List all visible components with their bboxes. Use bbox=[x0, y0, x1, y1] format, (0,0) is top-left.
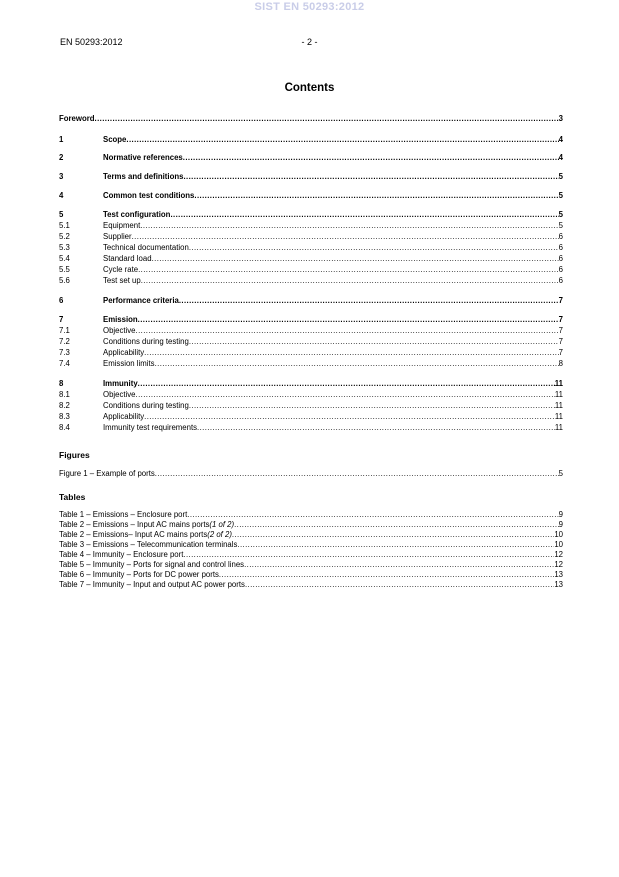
toc-title: Equipment bbox=[103, 221, 141, 230]
toc-title: Emission bbox=[103, 315, 138, 324]
table-page: 12 bbox=[554, 560, 563, 569]
toc-page: 5 bbox=[558, 210, 563, 219]
toc-leader bbox=[140, 221, 558, 231]
table-title: Table 5 – Immunity – Ports for signal and control lines bbox=[59, 560, 245, 569]
table-list-item[interactable] bbox=[59, 550, 563, 560]
table-title: Table 2 – Emissions– Input AC mains ports bbox=[59, 530, 208, 539]
toc-number: 8.3 bbox=[59, 412, 70, 421]
toc-number: 7.2 bbox=[59, 337, 70, 346]
toc-entry[interactable] bbox=[59, 153, 563, 163]
toc-number: 4 bbox=[59, 191, 64, 200]
toc-leader bbox=[189, 401, 555, 411]
table-page: 13 bbox=[554, 570, 563, 579]
toc-entry[interactable] bbox=[59, 135, 563, 145]
toc-leader bbox=[132, 232, 559, 242]
toc-title: Applicability bbox=[103, 412, 145, 421]
toc-page: 7 bbox=[558, 348, 563, 357]
toc-page: 4 bbox=[558, 135, 563, 144]
toc-entry[interactable] bbox=[59, 172, 563, 182]
toc-leader bbox=[194, 191, 558, 201]
toc-leader bbox=[141, 276, 559, 286]
toc-leader bbox=[183, 550, 554, 560]
toc-leader bbox=[187, 510, 558, 520]
toc-title: Immunity test requirements bbox=[103, 423, 198, 432]
toc-title: Technical documentation bbox=[103, 243, 189, 252]
toc-title: Conditions during testing bbox=[103, 401, 189, 410]
toc-number: 5.3 bbox=[59, 243, 70, 252]
toc-entry-label: Foreword bbox=[59, 114, 95, 123]
toc-subentry[interactable] bbox=[59, 359, 563, 369]
table-page: 12 bbox=[554, 550, 563, 559]
toc-subentry[interactable] bbox=[59, 276, 563, 286]
toc-page: 6 bbox=[558, 276, 563, 285]
toc-entry[interactable] bbox=[59, 296, 563, 306]
toc-title: Normative references bbox=[103, 153, 183, 162]
table-title: Table 1 – Emissions – Enclosure port bbox=[59, 510, 188, 519]
toc-leader bbox=[183, 172, 558, 182]
toc-subentry[interactable] bbox=[59, 326, 563, 336]
toc-page: 6 bbox=[558, 254, 563, 263]
table-title: Table 3 – Emissions – Telecommunication terminals bbox=[59, 540, 238, 549]
toc-title: Test configuration bbox=[103, 210, 171, 219]
toc-subentry[interactable] bbox=[59, 423, 563, 433]
toc-leader bbox=[155, 469, 559, 479]
toc-subentry[interactable] bbox=[59, 348, 563, 358]
toc-leader bbox=[189, 243, 559, 253]
toc-number: 7.3 bbox=[59, 348, 70, 357]
table-title: Table 7 – Immunity – Input and output AC power ports bbox=[59, 580, 245, 589]
toc-subentry[interactable] bbox=[59, 254, 563, 264]
toc-page: 5 bbox=[558, 191, 563, 200]
table-list-item[interactable] bbox=[59, 580, 563, 590]
table-list-item[interactable] bbox=[59, 540, 563, 550]
toc-number: 7 bbox=[59, 315, 64, 324]
figure-page: 5 bbox=[558, 469, 563, 478]
toc-leader bbox=[144, 348, 558, 358]
toc-page: 6 bbox=[558, 243, 563, 252]
toc-subentry[interactable] bbox=[59, 221, 563, 231]
watermark: SIST EN 50293:2012 bbox=[254, 1, 365, 13]
table-title: Table 6 – Immunity – Ports for DC power ports bbox=[59, 570, 219, 579]
page-number: - 2 - bbox=[301, 37, 318, 47]
toc-title: Supplier bbox=[103, 232, 132, 241]
toc-number: 7.1 bbox=[59, 326, 70, 335]
toc-number: 8.4 bbox=[59, 423, 70, 432]
toc-leader bbox=[183, 153, 559, 163]
table-page: 9 bbox=[558, 510, 563, 519]
toc-page: 11 bbox=[554, 379, 563, 388]
toc-number: 8 bbox=[59, 379, 64, 388]
toc-leader bbox=[155, 359, 559, 369]
toc-leader bbox=[126, 135, 558, 145]
toc-leader bbox=[136, 326, 559, 336]
toc-leader bbox=[232, 530, 554, 540]
table-title: Table 4 – Immunity – Enclosure port bbox=[59, 550, 184, 559]
toc-title: Cycle rate bbox=[103, 265, 139, 274]
toc-number: 5.6 bbox=[59, 276, 70, 285]
tables-heading: Tables bbox=[59, 492, 86, 502]
toc-entry[interactable] bbox=[59, 191, 563, 201]
toc-page: 7 bbox=[558, 326, 563, 335]
toc-leader bbox=[234, 520, 559, 530]
toc-title: Applicability bbox=[103, 348, 145, 357]
toc-number: 2 bbox=[59, 153, 64, 162]
figures-heading: Figures bbox=[59, 450, 90, 460]
toc-number: 8.1 bbox=[59, 390, 70, 399]
table-page: 9 bbox=[558, 520, 563, 529]
table-page: 10 bbox=[554, 530, 563, 539]
toc-leader bbox=[189, 337, 559, 347]
toc-number: 5.4 bbox=[59, 254, 70, 263]
toc-number: 5 bbox=[59, 210, 64, 219]
toc-leader bbox=[95, 114, 559, 124]
toc-subentry[interactable] bbox=[59, 232, 563, 242]
toc-subentry[interactable] bbox=[59, 390, 563, 400]
toc-page: 7 bbox=[558, 315, 563, 324]
toc-number: 1 bbox=[59, 135, 64, 144]
toc-title: Common test conditions bbox=[103, 191, 195, 200]
toc-leader bbox=[197, 423, 555, 433]
toc-leader bbox=[237, 540, 554, 550]
toc-title: Emission limits bbox=[103, 359, 155, 368]
table-title: Table 2 – Emissions – Input AC mains ports bbox=[59, 520, 210, 529]
toc-number: 7.4 bbox=[59, 359, 70, 368]
figure-list-item[interactable] bbox=[59, 469, 563, 479]
toc-title: Conditions during testing bbox=[103, 337, 189, 346]
toc-page: 6 bbox=[558, 265, 563, 274]
toc-leader bbox=[136, 390, 555, 400]
toc-entry[interactable] bbox=[59, 210, 563, 220]
toc-subentry[interactable] bbox=[59, 337, 563, 347]
table-title-part: (1 of 2) bbox=[209, 520, 235, 529]
table-list-item[interactable] bbox=[59, 560, 563, 570]
table-list-item[interactable] bbox=[59, 520, 563, 530]
toc-page: 11 bbox=[554, 423, 563, 432]
toc-entry[interactable] bbox=[59, 315, 563, 325]
toc-page: 11 bbox=[554, 412, 563, 421]
toc-page: 4 bbox=[558, 153, 563, 162]
figure-title: Figure 1 – Example of ports bbox=[59, 469, 155, 478]
toc-number: 6 bbox=[59, 296, 64, 305]
toc-title: Immunity bbox=[103, 379, 138, 388]
toc-number: 3 bbox=[59, 172, 64, 181]
table-page: 13 bbox=[554, 580, 563, 589]
toc-page: 5 bbox=[558, 172, 563, 181]
toc-leader bbox=[152, 254, 559, 264]
document-id: EN 50293:2012 bbox=[60, 37, 123, 47]
toc-leader bbox=[219, 570, 554, 580]
toc-page: 6 bbox=[558, 232, 563, 241]
toc-title: Test set up bbox=[103, 276, 141, 285]
table-title-part: (2 of 2) bbox=[207, 530, 232, 539]
toc-number: 5.2 bbox=[59, 232, 70, 241]
toc-page: 8 bbox=[558, 359, 563, 368]
toc-title: Scope bbox=[103, 135, 127, 144]
toc-title: Performance criteria bbox=[103, 296, 179, 305]
table-list-item[interactable] bbox=[59, 510, 563, 520]
toc-leader bbox=[138, 315, 559, 325]
toc-title: Standard load bbox=[103, 254, 152, 263]
toc-entry[interactable] bbox=[59, 379, 563, 389]
toc-page: 7 bbox=[558, 296, 563, 305]
table-page: 10 bbox=[554, 540, 563, 549]
toc-number: 8.2 bbox=[59, 401, 70, 410]
toc-subentry[interactable] bbox=[59, 265, 563, 275]
toc-entry-foreword[interactable] bbox=[59, 114, 563, 124]
toc-page: 7 bbox=[558, 337, 563, 346]
page-title: Contents bbox=[284, 82, 335, 94]
toc-page: 5 bbox=[558, 221, 563, 230]
toc-title: Objective bbox=[103, 326, 136, 335]
toc-title: Objective bbox=[103, 390, 136, 399]
toc-leader bbox=[179, 296, 559, 306]
toc-leader bbox=[144, 412, 555, 422]
toc-number: 5.5 bbox=[59, 265, 70, 274]
toc-leader bbox=[244, 560, 554, 570]
toc-subentry[interactable] bbox=[59, 412, 563, 422]
table-list-item[interactable] bbox=[59, 530, 563, 540]
toc-leader bbox=[170, 210, 558, 220]
toc-page: 11 bbox=[554, 390, 563, 399]
toc-leader bbox=[245, 580, 554, 590]
toc-page: 3 bbox=[558, 114, 563, 123]
toc-leader bbox=[138, 265, 559, 275]
toc-subentry[interactable] bbox=[59, 401, 563, 411]
toc-title: Terms and definitions bbox=[103, 172, 184, 181]
toc-page: 11 bbox=[554, 401, 563, 410]
toc-subentry[interactable] bbox=[59, 243, 563, 253]
table-list-item[interactable] bbox=[59, 570, 563, 580]
toc-number: 5.1 bbox=[59, 221, 70, 230]
toc-leader bbox=[138, 379, 555, 389]
